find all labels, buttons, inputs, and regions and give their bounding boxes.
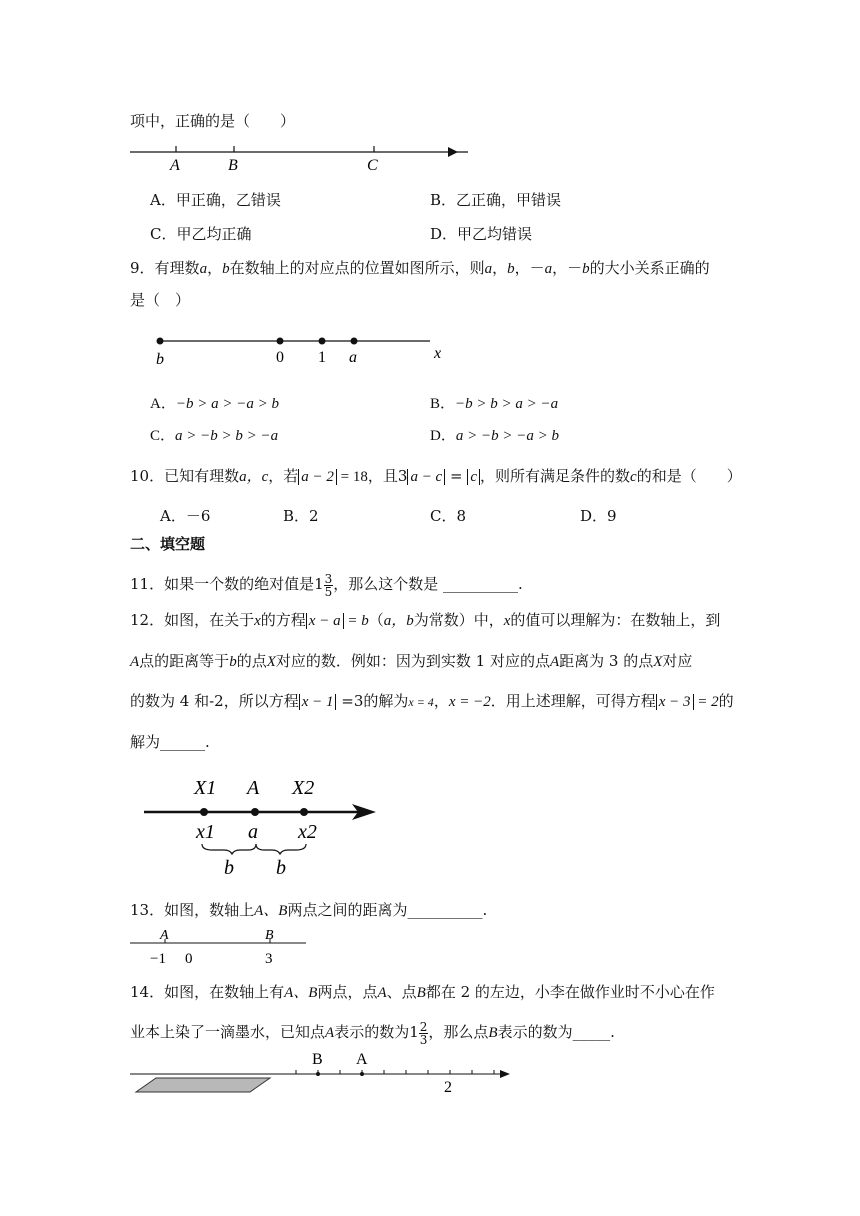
- q8-option-d[interactable]: [430, 224, 532, 244]
- option-text: 8: [456, 507, 467, 525]
- var: x: [254, 613, 261, 629]
- q12-point-x1: [200, 808, 208, 816]
- q9-option-d[interactable]: [430, 426, 559, 446]
- q12-brace-label-right: b: [276, 857, 286, 879]
- q8-stem-tail: 项中，正确的是（ ）: [130, 112, 296, 130]
- q8-axis-arrow: [448, 147, 458, 157]
- q10-stem: [130, 466, 742, 487]
- q9-label-a: a: [349, 349, 357, 366]
- text: 的大小关系正确的: [589, 259, 710, 277]
- q8-label-a: A: [170, 157, 180, 174]
- option-text: 乙正确，甲错误: [456, 191, 562, 209]
- q9-point-0: [277, 338, 284, 345]
- q12-point-a: [251, 808, 259, 816]
- q10-option-d[interactable]: [580, 506, 617, 526]
- text: 的值可以理解为：在数轴上，到: [510, 611, 721, 629]
- text: ，－: [552, 259, 583, 277]
- text: 的: [718, 692, 734, 710]
- q9-label-0: 0: [276, 349, 284, 366]
- text: 对应: [662, 652, 693, 670]
- q12-line4: 解为______.: [130, 733, 210, 751]
- q14-label-b: B: [312, 1051, 323, 1068]
- q12-point-x2: [300, 808, 308, 816]
- text: ，则所有满足条件的数: [480, 467, 631, 485]
- fraction-numerator: 2: [419, 1019, 428, 1034]
- q9-number-line: [150, 330, 450, 370]
- var: B: [488, 1025, 498, 1041]
- text: 如图，在关于: [164, 611, 255, 629]
- q9-label-1: 1: [318, 349, 326, 366]
- text: （: [368, 611, 384, 629]
- text: 如图，在数轴上有: [164, 983, 285, 1001]
- var: c: [630, 469, 637, 485]
- option-text: 甲正确，乙错误: [175, 191, 281, 209]
- text: 已知有理数: [164, 467, 240, 485]
- question-number: 11．: [130, 575, 165, 593]
- q13-tick-label-3: 3: [265, 951, 273, 967]
- question-number: 12．: [130, 611, 165, 629]
- var: a，c: [239, 469, 269, 485]
- question-number: 13．: [130, 901, 165, 919]
- abs-expr: x − a: [306, 613, 344, 629]
- option-text: a > −b > b > −a: [175, 428, 279, 444]
- text: =3的解为: [336, 692, 409, 710]
- var: X: [266, 654, 276, 670]
- var: b: [507, 261, 515, 277]
- abs-expr: a − c: [407, 469, 445, 485]
- option-text: −b > b > a > −a: [455, 396, 559, 412]
- q12-brace-label-left: b: [224, 857, 234, 879]
- q14-ticks: [296, 1070, 494, 1074]
- text: 业本上染了一滴墨水，已知点: [130, 1023, 326, 1041]
- abs-expr: a − 2: [298, 469, 337, 485]
- q11-stem: [130, 570, 523, 598]
- option-letter: A．: [150, 396, 176, 412]
- option-text: 甲乙均正确: [176, 225, 252, 243]
- q14-point-a: [360, 1072, 364, 1076]
- text: ，那么这个数是 __________.: [333, 575, 523, 593]
- q8-label-b: B: [228, 157, 238, 174]
- q8-option-c[interactable]: [150, 224, 252, 244]
- text: 的和是（ ）: [636, 467, 742, 485]
- text: 如果一个数的绝对值是1: [164, 575, 324, 593]
- q14-tick-label-2: 2: [444, 1079, 452, 1096]
- option-text: 2: [309, 507, 319, 525]
- var: a: [484, 261, 493, 277]
- q8-number-line: [128, 140, 468, 176]
- fraction-denominator: 5: [324, 584, 333, 599]
- var: b: [222, 261, 230, 277]
- text: 对应的数．例如：因为到实数 1 对应的点: [275, 652, 550, 670]
- solution: x = −2: [448, 694, 491, 710]
- q14-axis-arrow: [500, 1070, 510, 1078]
- option-letter: D．: [430, 428, 456, 444]
- q9-point-1: [319, 338, 326, 345]
- text: = b: [343, 613, 369, 629]
- q12-brace-left: [202, 844, 256, 854]
- q10-option-b[interactable]: [283, 506, 319, 526]
- option-letter: D．: [580, 507, 608, 525]
- text: ，那么点: [428, 1023, 489, 1041]
- text: ，若: [268, 467, 299, 485]
- q13-tick-label-neg1: −1: [150, 951, 166, 967]
- q9-stem-line2: 是（ ）: [130, 291, 191, 309]
- text: 两点，点: [317, 983, 378, 1001]
- ink-blot: [136, 1078, 270, 1092]
- text: ，: [207, 259, 223, 277]
- text: 距离为 3 的点: [559, 652, 654, 670]
- question-number: 10．: [130, 467, 165, 485]
- fraction: [419, 1021, 429, 1046]
- q12-line3: [130, 691, 734, 712]
- text: ，－: [514, 259, 545, 277]
- text: 在数轴上的对应点的位置如图所示，则: [229, 259, 485, 277]
- abs-expr: x − 1: [299, 694, 337, 710]
- text: = 2: [693, 694, 719, 710]
- option-letter: C．: [150, 225, 177, 243]
- text: 表示的数为_____.: [497, 1023, 615, 1041]
- fraction-numerator: 3: [324, 571, 333, 586]
- option-letter: B．: [430, 191, 457, 209]
- var: A: [325, 1025, 335, 1041]
- text: ，: [492, 259, 508, 277]
- text: 有理数: [154, 259, 200, 277]
- q12-bottom-label-x1: x1: [196, 821, 215, 843]
- q9-label-b: b: [156, 351, 164, 368]
- option-text: −b > a > −a > b: [175, 396, 279, 412]
- q13-number-line: [128, 926, 318, 970]
- option-text: 9: [607, 507, 617, 525]
- option-letter: C．: [150, 428, 176, 444]
- q14-line1: [130, 982, 715, 1003]
- option-letter: A．: [150, 191, 176, 209]
- option-letter: B．: [283, 507, 310, 525]
- q12-bottom-label-a: a: [248, 821, 258, 843]
- option-text: －6: [185, 507, 211, 525]
- q9-label-x: x: [434, 345, 442, 362]
- text: 都在 2 的左边，小李在做作业时不小心在作: [425, 983, 715, 1001]
- text: ，且3: [367, 467, 408, 485]
- text: 为常数）中，: [413, 611, 504, 629]
- text: 的数为 4 和-2，所以方程: [130, 692, 299, 710]
- fraction-denominator: 3: [419, 1032, 428, 1047]
- option-letter: B．: [430, 396, 456, 412]
- q8-label-c: C: [367, 157, 378, 174]
- var: A: [377, 985, 387, 1001]
- text: 表示的数为1: [334, 1023, 419, 1041]
- fraction: [324, 573, 334, 598]
- q14-point-b: [316, 1072, 320, 1076]
- var: A、B: [254, 903, 288, 919]
- q10-option-a[interactable]: [160, 506, 210, 526]
- q8-option-b[interactable]: [430, 190, 561, 210]
- option-letter: C．: [430, 507, 457, 525]
- var: a: [544, 261, 553, 277]
- var: X: [653, 654, 663, 670]
- q9-option-c[interactable]: [150, 426, 278, 446]
- q13-label-a: A: [160, 928, 169, 943]
- q8-option-a[interactable]: [150, 190, 281, 210]
- q12-top-label-x1: X1: [194, 777, 217, 799]
- var: b: [229, 654, 237, 670]
- text: 点的距离等于: [139, 652, 230, 670]
- q14-line2: [130, 1018, 615, 1047]
- q12-brace-right: [256, 844, 306, 854]
- question-number: 14．: [130, 983, 165, 1001]
- q12-figure: [140, 768, 390, 880]
- option-letter: D．: [430, 225, 458, 243]
- var: A: [549, 654, 560, 670]
- text: = 18: [336, 469, 368, 485]
- q9-point-a: [351, 338, 358, 345]
- q9-option-b[interactable]: [430, 394, 558, 414]
- text: ．用上述理解，可得方程: [490, 692, 656, 710]
- var: a，b: [383, 613, 414, 629]
- q12-top-label-x2: X2: [292, 777, 315, 799]
- q14-number-line: [128, 1046, 518, 1096]
- text: =: [445, 467, 468, 485]
- var: x: [503, 613, 511, 629]
- question-number: 9．: [130, 259, 155, 277]
- abs-expr: c: [467, 469, 480, 485]
- option-letter: A．: [160, 507, 186, 525]
- var: B: [416, 985, 426, 1001]
- var: A: [130, 654, 140, 670]
- solution: x = 4: [408, 695, 434, 709]
- abs-expr: x − 3: [656, 694, 694, 710]
- q9-option-a[interactable]: [150, 394, 279, 414]
- text: ，: [433, 692, 449, 710]
- q12-line2: [130, 651, 692, 672]
- text: 的方程: [260, 611, 306, 629]
- section-heading: 二、填空题: [130, 535, 206, 553]
- option-text: a > −b > −a > b: [455, 428, 559, 444]
- q13-stem: [130, 900, 487, 921]
- text: 如图，数轴上: [164, 901, 255, 919]
- text: 的点: [236, 652, 267, 670]
- q14-label-a: A: [356, 1051, 368, 1068]
- q9-point-b: [157, 338, 164, 345]
- var: a: [199, 261, 208, 277]
- q12-top-label-a: A: [247, 777, 260, 799]
- q13-tick-label-0: 0: [185, 951, 193, 967]
- option-text: 甲乙均错误: [457, 225, 533, 243]
- q9-stem: [130, 258, 710, 279]
- var: A、B: [284, 985, 318, 1001]
- text: 两点之间的距离为__________.: [287, 901, 488, 919]
- q10-option-c[interactable]: [430, 506, 466, 526]
- var: b: [582, 261, 590, 277]
- q13-label-b: B: [265, 928, 274, 943]
- q12-line1: [130, 610, 720, 631]
- q12-bottom-label-x2: x2: [298, 821, 317, 843]
- text: 、点: [386, 983, 417, 1001]
